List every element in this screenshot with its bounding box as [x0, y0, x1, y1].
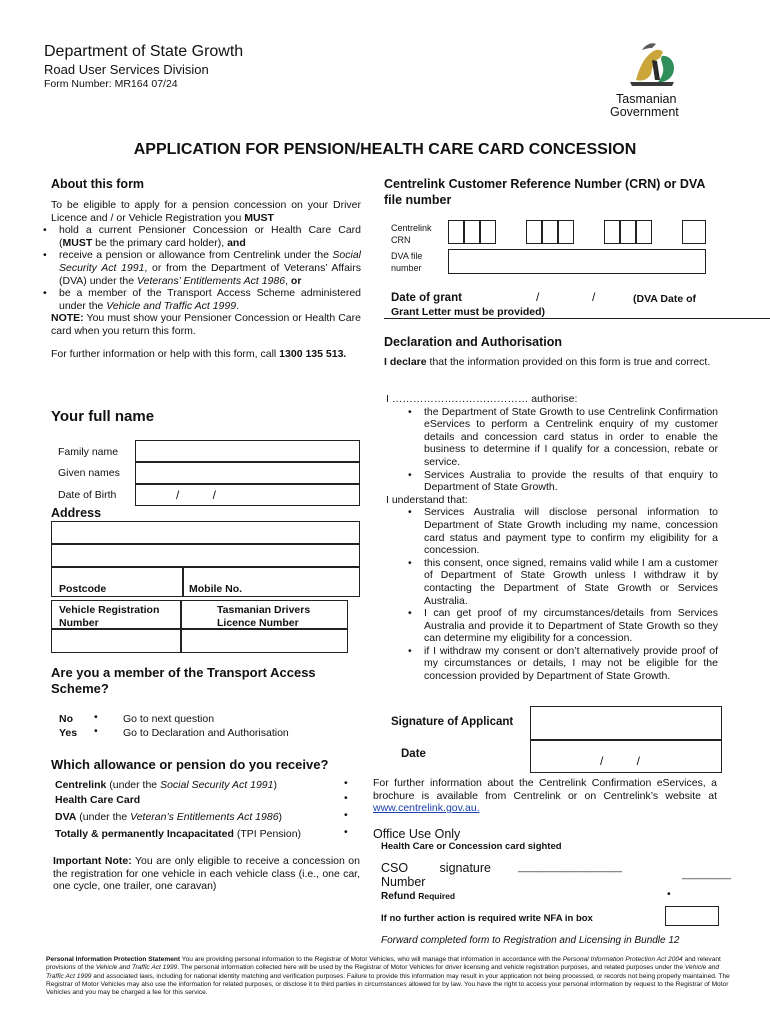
forward-instruction: Forward completed form to Registration and Licensing in Bundle 12 [381, 935, 680, 946]
about-intro: To be eligible to apply for a pension concession on your Driver Licence and / or Vehicle Registration you MUST [51, 199, 361, 224]
full-name-heading: Your full name [51, 408, 155, 425]
privacy-statement: Personal Information Protection Statement You are providing personal information to the Registrar of Motor Vehicles, who will manage that information in accordance with the Personal Information Protection Act 2004 and relevant provisions of the Vehicle and Traffic Act 1999. The personal information collected here will be used by the Registrar of Motor Vehicles for driver licensing and vehicle registration purposes, and related purposes under the Vehicle and Traffic Act 1999 and associated laws, including for national identity matching and verification purposes. Failure to provide this information may result in your application not being processed, or records not being properly maintained. The Registrar of Motor Vehicles may also use the information for related purposes, or disclose it to third parties in circumstances allowed for by law. You have the right to access your personal information by request to the Registrar of Motor Vehicles and you may be charged a fee for this service. [46, 956, 730, 997]
department-name: Department of State Growth [44, 43, 244, 60]
crn-check-letter[interactable] [682, 220, 706, 244]
given-names-label: Given names [58, 467, 120, 479]
logo-text-government: Government [610, 105, 679, 119]
logo-text-tasmanian: Tasmanian [616, 92, 677, 106]
signature-field[interactable] [530, 706, 722, 740]
card-sighted-label: Health Care or Concession card sighted [381, 841, 562, 852]
eligibility-list [35, 224, 361, 312]
nfa-label: If no further action is required write NFA in box [381, 913, 593, 924]
about-heading: About this form [51, 177, 145, 191]
list-item: • be a member of the Transport Access Scheme administered under the Vehicle and Traffic Act 1999. [35, 287, 361, 312]
tasmanian-government-logo [608, 40, 698, 120]
tas-yes-action: Go to Declaration and Authorisation [123, 727, 289, 739]
list-item: • Services Australia will disclose personal information to Department of State Growth including my name, concession card status and payment type to confirm my eligibility for a concession. [400, 506, 718, 556]
tas-no-radio[interactable]: • [94, 711, 98, 723]
dob-label: Date of Birth [58, 489, 117, 501]
option-tpi-radio[interactable]: • [344, 826, 348, 838]
address-label: Address [51, 506, 102, 520]
address-line-2[interactable] [51, 544, 360, 567]
understand-list [400, 506, 718, 682]
crn-heading: Centrelink Customer Reference Number (CRN) or DVA file number [384, 177, 705, 207]
option-centrelink-radio[interactable]: • [344, 777, 348, 789]
tas-no-action: Go to next question [123, 713, 215, 725]
family-name-field[interactable] [135, 440, 360, 462]
dob-separator: / / [176, 488, 217, 502]
grant-underline [384, 318, 770, 319]
tas-no-label: No [59, 713, 73, 725]
crn-digit[interactable] [448, 220, 464, 244]
refund-required-radio[interactable]: • [667, 888, 671, 900]
licence-label: Tasmanian Drivers Licence Number [217, 604, 311, 629]
about-note: NOTE: You must show your Pensioner Concession or Health Care card when you return this form. [51, 312, 361, 337]
grant-dva-note: (DVA Date of [633, 293, 696, 305]
crn-digit[interactable] [542, 220, 558, 244]
authorise-line: I ………………………………… authorise: [386, 393, 578, 405]
list-item: • if I withdraw my consent or don’t alternatively provide proof of my circumstances or details, I may not be eligible for the concession provided by Department of State Growth. [400, 645, 718, 683]
list-item: • receive a pension or allowance from Centrelink under the Social Security Act 1991, or from the Department of Veterans’ Affairs (DVA) under the Veterans’ Entitlements Act 1986, or [35, 249, 361, 287]
list-item: • I can get proof of my circumstances/details from Services Australia and provide it to Department of State Growth so they can determine my eligibility for a concession. [400, 607, 718, 645]
option-dva-radio[interactable]: • [344, 809, 348, 821]
list-item: • Services Australia to provide the results of that enquiry to Department of State Growth. [400, 469, 718, 494]
nfa-box[interactable] [665, 906, 719, 926]
thylacine-emblem-icon [622, 40, 682, 90]
office-use-heading: Office Use Only [373, 827, 461, 841]
allowance-heading: Which allowance or pension do you receive? [51, 757, 329, 772]
form-number: Form Number: MR164 07/24 [44, 78, 178, 90]
about-section [51, 199, 361, 360]
grant-date-slash-2: / [592, 290, 596, 304]
option-dva: DVA (under the Veteran’s Entitlements Act 1986) [55, 811, 283, 823]
postcode-label: Postcode [59, 583, 107, 595]
tas-yes-label: Yes [59, 727, 78, 739]
form-title: APPLICATION FOR PENSION/HEALTH CARE CARD CONCESSION [133, 141, 637, 158]
address-line-1[interactable] [51, 521, 360, 544]
dob-field[interactable] [135, 484, 360, 506]
crn-digit[interactable] [636, 220, 652, 244]
grant-date-label: Date of grant [391, 292, 462, 304]
date-separator: / / [600, 754, 641, 768]
declaration-heading: Declaration and Authorisation [384, 335, 563, 349]
crn-digit[interactable] [620, 220, 636, 244]
division-name: Road User Services Division [44, 62, 209, 77]
refund-required-label: Refund Required [381, 891, 456, 902]
important-note: Important Note: You are only eligible to receive a concession on the registration for one vehicle in each vehicle class (i.e., one car, one cycle, one trailer, one caravan) [53, 855, 360, 893]
cso-signature-label: CSO signature [381, 861, 491, 875]
option-centrelink: Centrelink (under the Social Security Act 1991) [55, 779, 277, 791]
dva-file-field[interactable] [448, 249, 706, 274]
crn-digit[interactable] [558, 220, 574, 244]
tas-heading: Are you a member of the Transport Access Scheme? [51, 665, 316, 696]
dva-file-label: DVA file number [391, 251, 423, 273]
date-label: Date [401, 748, 426, 760]
option-tpi: Totally & permanently Incapacitated (TPI Pension) [55, 828, 302, 840]
grant-dva-note-2: Grant Letter must be provided) [391, 306, 546, 318]
cso-signature-line: _________________ [518, 861, 623, 873]
option-hcc-radio[interactable]: • [344, 792, 348, 804]
authorisation-section [386, 393, 718, 683]
crn-digit[interactable] [480, 220, 496, 244]
vehicle-registration-field[interactable] [51, 629, 181, 653]
crn-digit[interactable] [604, 220, 620, 244]
option-health-care-card: Health Care Card [55, 794, 141, 806]
family-name-label: Family name [58, 446, 119, 458]
tas-yes-radio[interactable]: • [94, 725, 98, 737]
list-item: • this consent, once signed, remains valid while I am a customer of Department of State Growth unless I withdraw it by contacting the Department of State Growth or Services Australia. [400, 557, 718, 607]
given-names-field[interactable] [135, 462, 360, 484]
grant-date-slash-1: / [536, 290, 540, 304]
crn-digit[interactable] [526, 220, 542, 244]
licence-number-field[interactable] [181, 629, 348, 653]
understand-line: I understand that: [386, 493, 468, 506]
crn-label: Centrelink CRN [391, 223, 432, 245]
list-item: • hold a current Pensioner Concession or Health Care Card (MUST be the primary card holder), and [35, 224, 361, 249]
number-line: ________ [682, 868, 731, 880]
authorise-list [400, 406, 718, 494]
crn-digit[interactable] [464, 220, 480, 244]
signature-label: Signature of Applicant [391, 716, 514, 728]
centrelink-website-link[interactable]: www.centrelink.gov.au. [373, 802, 480, 815]
help-text: For further information or help with this form, call 1300 135 513. [51, 347, 347, 360]
further-info: For further information about the Centrelink Confirmation eServices, a brochure is available from Centrelink or on Centrelink’s website at www.centrelink.gov.au. [373, 777, 717, 815]
list-item: • the Department of State Growth to use Centrelink Confirmation eServices to perform a Centrelink enquiry of my customer details and concession card status in order to enable the business to determine if I qualify for a concession, rebate or service. [400, 406, 718, 469]
declaration-text: I declare that the information provided on this form is true and correct. [384, 356, 711, 368]
number-label: Number [381, 875, 426, 889]
vehicle-registration-label: Vehicle Registration Number [59, 604, 160, 629]
mobile-label: Mobile No. [189, 583, 243, 595]
